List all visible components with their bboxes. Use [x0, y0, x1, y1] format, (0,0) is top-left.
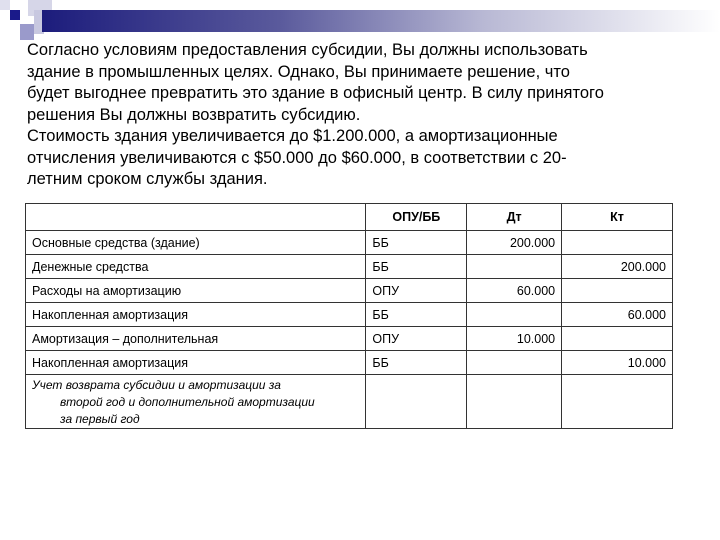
decor-square: [10, 10, 20, 20]
header-credit: Кт: [562, 204, 673, 231]
account-cell: Денежные средства: [26, 255, 366, 279]
opu-bb-cell: ББ: [366, 255, 467, 279]
table-note-row: [26, 375, 673, 429]
text-line: летним сроком службы здания.: [27, 170, 268, 188]
opu-bb-cell: ББ: [366, 231, 467, 255]
note-line: второй год и дополнительной амортизации: [60, 395, 315, 409]
empty-cell: [366, 375, 467, 429]
debit-cell: [467, 351, 562, 375]
note-line: за первый год: [60, 412, 140, 426]
credit-cell: 10.000: [562, 351, 673, 375]
decor-square: [20, 24, 34, 40]
note-line: Учет возврата субсидии и амортизации за: [32, 378, 281, 392]
table-row: [26, 279, 673, 303]
header-opu-bb: ОПУ/ББ: [366, 204, 467, 231]
credit-cell: [562, 327, 673, 351]
decor-square: [0, 0, 10, 10]
header-debit: Дт: [467, 204, 562, 231]
credit-cell: 200.000: [562, 255, 673, 279]
debit-cell: [467, 303, 562, 327]
text-line: Стоимость здания увеличивается до $1.200.000, а амортизационные: [27, 127, 558, 145]
text-line: здание в промышленных целях. Однако, Вы принимаете решение, что: [27, 62, 570, 81]
body-text: [27, 40, 687, 191]
debit-cell: 200.000: [467, 231, 562, 255]
account-cell: Амортизация – дополнительная: [26, 327, 366, 351]
opu-bb-cell: ББ: [366, 351, 467, 375]
account-cell: Накопленная амортизация: [26, 303, 366, 327]
empty-cell: [467, 375, 562, 429]
text-line: будет выгоднее превратить это здание в офисный центр. В силу принятого: [27, 84, 604, 102]
opu-bb-cell: ОПУ: [366, 327, 467, 351]
credit-cell: [562, 231, 673, 255]
debit-cell: [467, 255, 562, 279]
note-cell: [26, 375, 366, 429]
debit-cell: 60.000: [467, 279, 562, 303]
header-account: [26, 204, 366, 231]
credit-cell: 60.000: [562, 303, 673, 327]
text-line: отчисления увеличиваются с $50.000 до $60.000, в соответствии с 20-: [27, 148, 567, 167]
debit-cell: 10.000: [467, 327, 562, 351]
opu-bb-cell: ОПУ: [366, 279, 467, 303]
credit-cell: [562, 279, 673, 303]
table-row: [26, 231, 673, 255]
account-cell: Основные средства (здание): [26, 231, 366, 255]
account-cell: Накопленная амортизация: [26, 351, 366, 375]
table-row: [26, 255, 673, 279]
table-header-row: [26, 204, 673, 231]
table-row: [26, 303, 673, 327]
table-row: [26, 351, 673, 375]
journal-entries-table: [25, 203, 673, 429]
table-row: [26, 327, 673, 351]
text-line: Согласно условиям предоставления субсидии, Вы должны использовать: [27, 41, 588, 59]
header-gradient-bar: [42, 10, 720, 32]
opu-bb-cell: ББ: [366, 303, 467, 327]
account-cell: Расходы на амортизацию: [26, 279, 366, 303]
text-line: решения Вы должны возвратить субсидию.: [27, 105, 361, 124]
empty-cell: [562, 375, 673, 429]
